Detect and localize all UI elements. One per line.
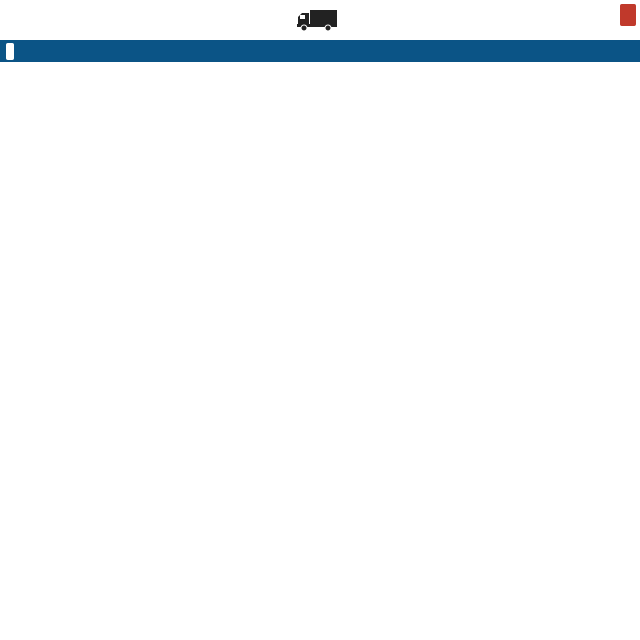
info-banner <box>0 40 640 62</box>
header <box>0 0 640 40</box>
title-wrap <box>0 6 640 34</box>
truck-icon <box>296 8 338 32</box>
delivery-tag <box>6 43 14 60</box>
footer <box>0 612 640 640</box>
update-date-badge <box>620 4 636 26</box>
